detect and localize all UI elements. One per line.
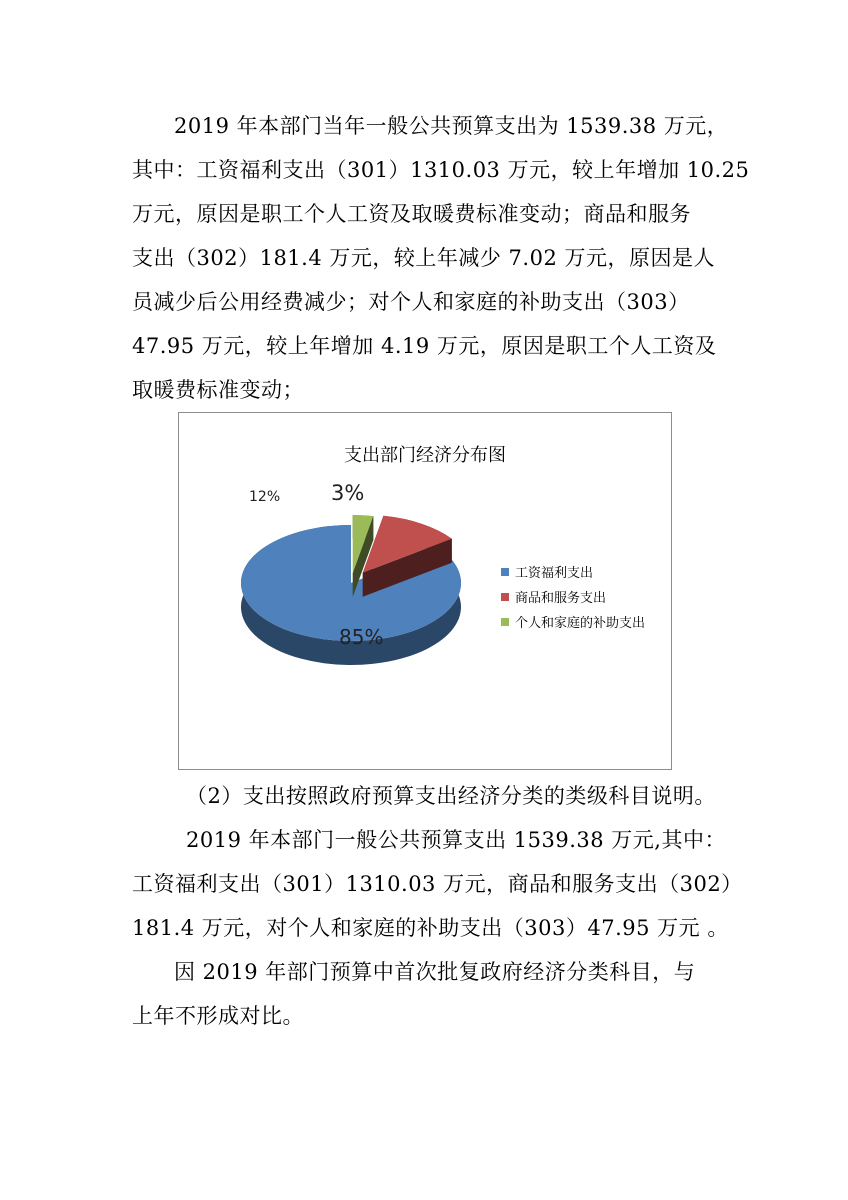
- chart-legend: [501, 559, 645, 634]
- data-label-salary: 85%: [339, 625, 384, 649]
- text-line: 其中：工资福利支出（301）1310.03 万元，较上年增加 10.25: [132, 158, 750, 182]
- legend-item-salary: [501, 559, 645, 584]
- data-label-household: 3%: [331, 481, 365, 505]
- legend-label: 工资福利支出: [515, 566, 594, 581]
- text-line: 因 2019 年部门预算中首次批复政府经济分类科目，与: [174, 960, 696, 984]
- pie-chart: [178, 412, 672, 770]
- text-line: 上年不形成对比。: [132, 1004, 304, 1028]
- legend-swatch: [501, 568, 509, 576]
- text-line: 支出（302）181.4 万元，较上年减少 7.02 万元，原因是人: [132, 246, 715, 270]
- text-line: 员减少后公用经费减少；对个人和家庭的补助支出（303）: [132, 290, 690, 314]
- legend-item-goods-services: [501, 584, 645, 609]
- legend-swatch: [501, 618, 509, 626]
- legend-label: 商品和服务支出: [515, 591, 607, 606]
- legend-label: 个人和家庭的补助支出: [515, 616, 646, 631]
- text-line: 取暖费标准变动；: [132, 378, 304, 402]
- text-line: 工资福利支出（301）1310.03 万元，商品和服务支出（302）: [132, 872, 743, 896]
- data-label-goods-services: 12%: [249, 489, 281, 505]
- text-line: 2019 年本部门当年一般公共预算支出为 1539.38 万元，: [174, 114, 729, 138]
- text-line: 47.95 万元，较上年增加 4.19 万元，原因是职工个人工资及: [132, 334, 717, 358]
- section-heading: （2）支出按照政府预算支出经济分类的类级科目说明。: [186, 784, 716, 808]
- text-line: 万元，原因是职工个人工资及取暖费标准变动；商品和服务: [132, 202, 691, 226]
- legend-item-household: [501, 609, 645, 634]
- text-line: 2019 年本部门一般公共预算支出 1539.38 万元,其中：: [186, 828, 726, 852]
- text-line: 181.4 万元，对个人和家庭的补助支出（303）47.95 万元 。: [132, 916, 729, 940]
- legend-swatch: [501, 593, 509, 601]
- chart-title: 支出部门经济分布图: [344, 445, 506, 466]
